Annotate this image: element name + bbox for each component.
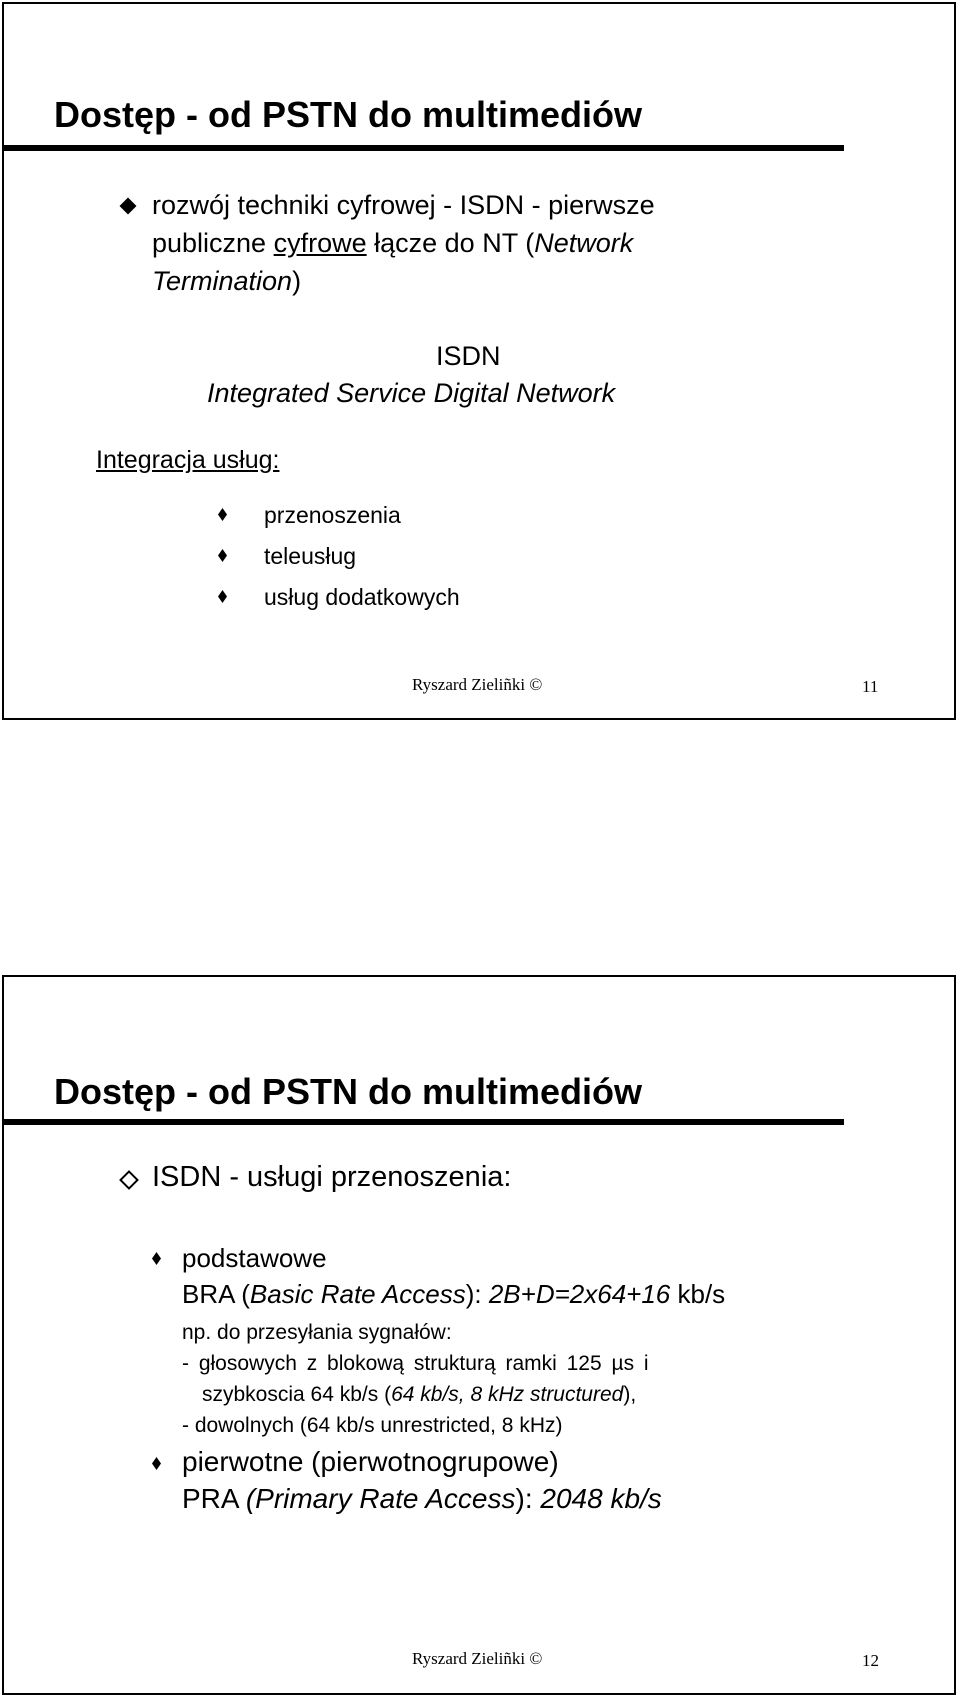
slide-12: [2, 975, 956, 1695]
bullet-diamond-icon: [119, 1170, 139, 1190]
sub-bullet-diamond-icon: [218, 508, 226, 520]
title-underline: [4, 1119, 844, 1125]
basic-label: podstawowe: [182, 1243, 327, 1273]
page-number: 11: [862, 677, 879, 696]
voice-line: - głosowych z blokową strukturą ramki 125 µs i: [182, 1352, 649, 1375]
service-item: usług dodatkowych: [264, 584, 460, 610]
sub-bullet-diamond-icon: [152, 1457, 160, 1469]
bullet-text-line: rozwój techniki cyfrowej - ISDN - pierwsze: [152, 190, 655, 220]
isdn-heading: ISDN: [436, 341, 501, 371]
sub-bullet-diamond-icon: [152, 1252, 160, 1264]
slide-11: [2, 2, 956, 720]
pra-line: PRA (Primary Rate Access): 2048 kb/s: [182, 1483, 662, 1514]
slide-title: Dostęp - od PSTN do multimediów: [54, 94, 642, 135]
service-item: przenoszenia: [264, 502, 401, 528]
bullet-heading: ISDN - usługi przenoszenia:: [152, 1161, 512, 1193]
primary-label: pierwotne (pierwotnogrupowe): [182, 1446, 559, 1477]
isdn-expansion: Integrated Service Digital Network: [207, 378, 616, 408]
any-line: - dowolnych (64 kb/s unrestricted, 8 kHz): [182, 1414, 563, 1437]
slide-title: Dostęp - od PSTN do multimediów: [54, 1071, 642, 1112]
bullet-text-line: publiczne cyfrowe łącze do NT (Network: [152, 228, 634, 258]
integration-label: Integracja usług:: [96, 446, 280, 474]
voice-line-continued: szybkoscia 64 kb/s (64 kb/s, 8 kHz structured),: [202, 1383, 637, 1406]
bra-line: BRA (Basic Rate Access): 2B+D=2x64+16 kb/s: [182, 1279, 726, 1309]
title-underline: [4, 145, 844, 151]
service-item: teleusług: [264, 543, 357, 569]
page-number: 12: [862, 1651, 879, 1670]
bullet-text-line: Termination): [152, 266, 302, 296]
example-line: np. do przesyłania sygnałów:: [182, 1321, 452, 1344]
sub-bullet-diamond-icon: [218, 549, 226, 561]
bullet-diamond-icon: [120, 198, 137, 215]
sub-bullet-diamond-icon: [218, 590, 226, 602]
footer-author: Ryszard Zieliñki ©: [412, 1649, 543, 1668]
footer-author: Ryszard Zieliñki ©: [412, 675, 543, 694]
